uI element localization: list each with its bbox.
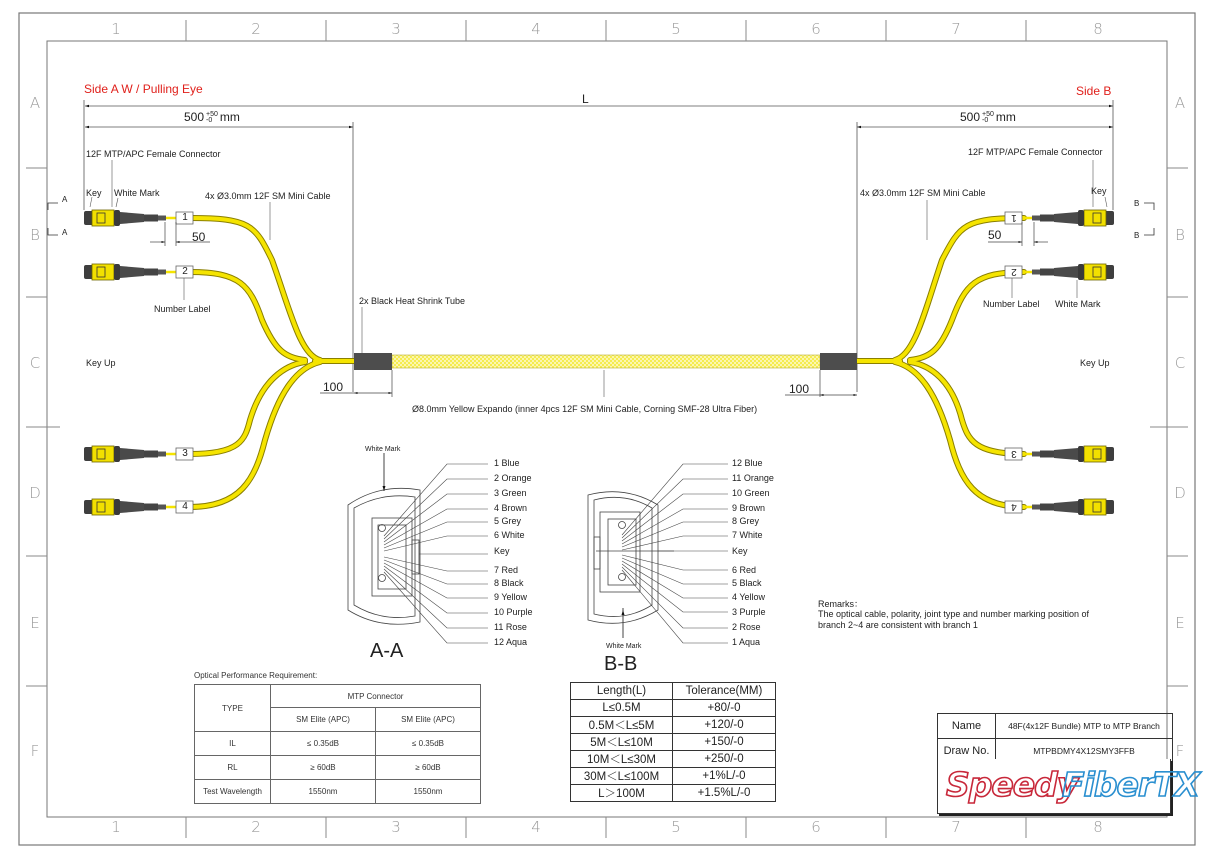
tolerance-row: 5M＜L≤10M +150/-0 — [571, 734, 776, 751]
fiber-label: 9 Yellow — [494, 592, 528, 602]
grid-col-1: 1 — [111, 20, 121, 38]
grid-col-4-bottom: 4 — [531, 818, 541, 836]
title-name-label: Name — [938, 714, 996, 739]
fiber-label: 7 White — [732, 530, 763, 540]
perf-row-il: IL ≤ 0.35dB ≤ 0.35dB — [195, 732, 481, 756]
side-b-key-up: Key Up — [1080, 358, 1110, 368]
fiber-label: 1 Blue — [494, 458, 520, 468]
heat-shrink-label: 2x Black Heat Shrink Tube — [359, 296, 466, 306]
grid-col-5-bottom: 5 — [671, 818, 681, 836]
grid-col-6-bottom: 6 — [811, 818, 821, 836]
branch-label-a-2: 2 — [182, 266, 188, 277]
tolerance-table — [570, 682, 776, 802]
fiber-label: Key — [494, 546, 510, 556]
side-b-number-label: Number Label — [983, 299, 1040, 309]
side-b-white-mark-label: White Mark — [1055, 299, 1101, 309]
fiber-label: 5 Grey — [494, 516, 522, 526]
grid-col-8-bottom: 8 — [1093, 818, 1103, 836]
fiber-label: 11 Orange — [732, 473, 774, 483]
section-aa-title: A-A — [370, 640, 404, 662]
fiber-label: 10 Green — [732, 488, 770, 498]
section-bb-leaders — [622, 464, 728, 643]
fiber-label: 3 Green — [494, 488, 527, 498]
grid-row-e-right: E — [1175, 614, 1185, 632]
fiber-label: 9 Brown — [732, 503, 766, 513]
branch-label-a-1: 1 — [182, 212, 188, 223]
section-marker-b-bottom: B — [1134, 231, 1140, 240]
side-a-dim-50: 50 — [192, 230, 206, 244]
optical-performance-caption: Optical Performance Requirement: — [194, 671, 318, 680]
side-a-length-dim: 500 +50 -0 mm — [184, 110, 240, 124]
fiber-label: 11 Rose — [494, 622, 527, 632]
grid-row-f: F — [30, 742, 40, 760]
fiber-label: 1 Aqua — [732, 637, 761, 647]
branch-label-a-3: 3 — [182, 448, 188, 459]
grid-col-4: 4 — [531, 20, 541, 38]
perf-type-header: TYPE — [195, 685, 271, 732]
side-a-key-label: Key — [86, 188, 102, 198]
company-logo — [937, 759, 1200, 814]
grid-col-6: 6 — [811, 20, 821, 38]
side-a-white-mark-label: White Mark — [114, 188, 160, 198]
fiber-label: Key — [732, 546, 748, 556]
perf-group-header: MTP Connector — [271, 685, 481, 708]
fiber-label: 4 Yellow — [732, 592, 766, 602]
grid-row-b: B — [30, 226, 40, 244]
branch-label-b-1: 1 — [1011, 212, 1017, 223]
fiber-label: 2 Rose — [732, 622, 761, 632]
tolerance-row: 30M＜L≤100M +1%L/-0 — [571, 768, 776, 785]
perf-row-rl: RL ≥ 60dB ≥ 60dB — [195, 756, 481, 780]
logo-fibertx: FiberTX — [1062, 765, 1200, 804]
side-b-length-dim: 500 +50 -0 mm — [960, 110, 1016, 124]
perf-col-header-1: SM Elite (APC) — [271, 708, 376, 732]
section-bb-title: B-B — [604, 653, 638, 675]
grid-col-3: 3 — [391, 20, 401, 38]
grid-col-2-bottom: 2 — [251, 818, 261, 836]
grid-row-d: D — [29, 484, 41, 502]
tolerance-row: 0.5M＜L≤5M +120/-0 — [571, 717, 776, 734]
fiber-label: 4 Brown — [494, 503, 528, 513]
side-a-key-up: Key Up — [86, 358, 116, 368]
section-marker-a-bottom: A — [62, 228, 68, 237]
side-a-title: Side A W / Pulling Eye — [84, 82, 203, 96]
overall-length-label: L — [582, 92, 589, 106]
section-marker-a-top: A — [62, 195, 68, 204]
grid-col-7: 7 — [951, 20, 961, 38]
fiber-label: 7 Red — [494, 565, 519, 575]
fiber-label: 6 White — [494, 530, 525, 540]
side-b-connector-label: 12F MTP/APC Female Connector — [968, 147, 1103, 157]
grid-row-a-right: A — [1174, 94, 1186, 112]
branch-label-b-3: 3 — [1011, 448, 1017, 459]
title-name-value: 48F(4x12F Bundle) MTP to MTP Branch — [996, 714, 1173, 739]
section-aa-white-mark: White Mark — [365, 446, 401, 453]
heat-shrink-right — [820, 353, 857, 370]
title-block — [937, 713, 1173, 764]
branch-label-b-2: 2 — [1011, 266, 1017, 277]
fiber-label: 12 Aqua — [494, 637, 528, 647]
tolerance-row: L＞100M +1.5%L/-0 — [571, 785, 776, 802]
grid-row-c: C — [29, 354, 41, 372]
heat-shrink-dim-right: 100 — [789, 382, 810, 396]
section-aa-leaders — [384, 464, 488, 643]
main-cable — [392, 355, 820, 368]
main-cable-label: Ø8.0mm Yellow Expando (inner 4pcs 12F SM Mini Cable, Corning SMF-28 Ultra Fiber) — [412, 404, 758, 414]
grid-row-c-right: C — [1174, 354, 1186, 372]
tolerance-header-row: Length(L) Tolerance(MM) — [571, 683, 776, 700]
remarks-title: Remarks： — [818, 599, 864, 609]
title-draw-no-value: MTPBDMY4X12SMY3FFB — [996, 739, 1173, 764]
grid-col-2: 2 — [251, 20, 261, 38]
fiber-label: 12 Blue — [732, 458, 763, 468]
fiber-label: 6 Red — [732, 565, 757, 575]
optical-performance-table — [194, 684, 481, 804]
grid-col-5: 5 — [671, 20, 681, 38]
tolerance-row: L≤0.5M +80/-0 — [571, 700, 776, 717]
side-a-connector-label: 12F MTP/APC Female Connector — [86, 149, 221, 159]
grid-row-f-right: F — [1175, 742, 1185, 760]
branch-label-b-4: 4 — [1011, 501, 1017, 512]
tolerance-row: 10M＜L≤30M +250/-0 — [571, 751, 776, 768]
grid-row-a: A — [29, 94, 41, 112]
grid-row-e: E — [30, 614, 40, 632]
fiber-label: 10 Purple — [494, 607, 533, 617]
branch-label-a-4: 4 — [182, 501, 188, 512]
grid-row-b-right: B — [1175, 226, 1185, 244]
grid-col-7-bottom: 7 — [951, 818, 961, 836]
heat-shrink-left — [354, 353, 392, 370]
side-a-mini-cable-label: 4x Ø3.0mm 12F SM Mini Cable — [205, 191, 331, 201]
section-bb-white-mark: White Mark — [606, 643, 642, 650]
fiber-label: 5 Black — [732, 578, 762, 588]
remarks-line-1: The optical cable, polarity, joint type and number marking position of — [818, 609, 1089, 619]
grid-col-1-bottom: 1 — [111, 818, 121, 836]
fiber-label: 3 Purple — [732, 607, 766, 617]
grid-row-d-right: D — [1174, 484, 1186, 502]
side-b-key-label: Key — [1091, 186, 1107, 196]
grid-col-8: 8 — [1093, 20, 1103, 38]
perf-col-header-2: SM Elite (APC) — [376, 708, 481, 732]
heat-shrink-dim-left: 100 — [323, 380, 344, 394]
logo-speedy: Speedy — [946, 765, 1078, 804]
side-b-title: Side B — [1076, 84, 1112, 98]
side-b-mini-cable-label: 4x Ø3.0mm 12F SM Mini Cable — [860, 188, 986, 198]
fiber-label: 8 Grey — [732, 516, 760, 526]
perf-row-wavelength: Test Wavelength 1550nm 1550nm — [195, 780, 481, 804]
section-marker-b-top: B — [1134, 199, 1140, 208]
fiber-label: 2 Orange — [494, 473, 532, 483]
fiber-label: 8 Black — [494, 578, 524, 588]
remarks-line-2: branch 2~4 are consistent with branch 1 — [818, 620, 978, 630]
grid-col-3-bottom: 3 — [391, 818, 401, 836]
side-a-number-label: Number Label — [154, 304, 211, 314]
side-b-dim-50: 50 — [988, 228, 1002, 242]
title-draw-no-label: Draw No. — [938, 739, 996, 764]
